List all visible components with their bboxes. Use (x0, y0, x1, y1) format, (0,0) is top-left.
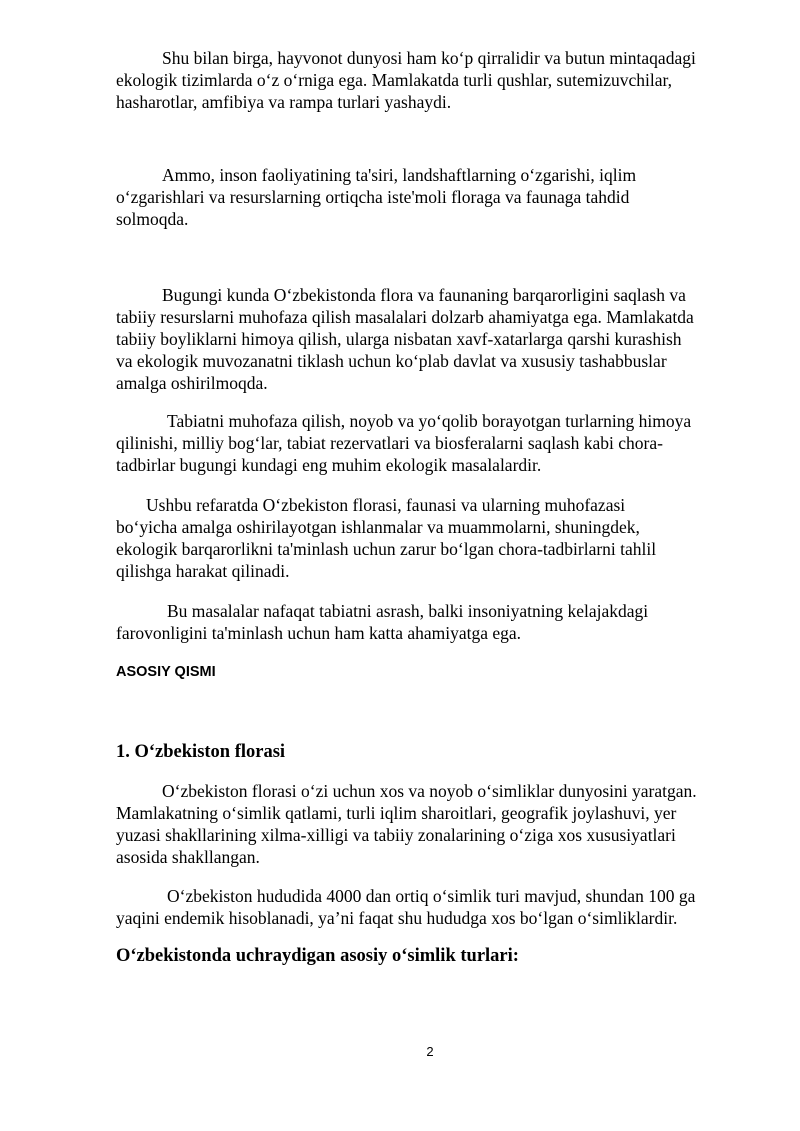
paragraph-line: Mamlakatning o‘simlik qatlami, turli iqlim sharoitlari, geografik joylashuvi, yer (116, 803, 677, 823)
paragraph-line: hasharotlar, amfibiya va rampa turlari yashaydi. (116, 92, 452, 112)
paragraph-line: o‘zgarishlari va resurslarning ortiqcha iste'moli floraga va faunaga tahdid (116, 187, 630, 207)
paragraph-line: yuzasi shakllarining xilma-xilligi va tabiiy zonalarining o‘ziga xos xususiyatlari (116, 825, 676, 845)
paragraph-line: yaqini endemik hisoblanadi, ya’ni faqat shu hududga xos bo‘lgan o‘simliklardir. (116, 908, 678, 928)
paragraph-line: Ushbu refaratda O‘zbekiston florasi, faunasi va ularning muhofazasi (146, 495, 626, 515)
paragraph-human-impact (116, 164, 740, 230)
paragraph-line: solmoqda. (116, 209, 189, 229)
paragraph-today (116, 284, 740, 394)
page-number: 2 (426, 1044, 434, 1059)
paragraph-line: Ammo, inson faoliyatining ta'siri, landshaftlarning o‘zgarishi, iqlim (162, 165, 637, 185)
paragraph-line: va ekologik muvozanatni tiklash uchun ko‘plab davlat va xususiy tashabbuslar (116, 351, 667, 371)
section-label-main-part: ASOSIY QISMI (116, 664, 216, 680)
paragraph-flora-intro (116, 780, 740, 868)
paragraph-protection (116, 410, 740, 476)
paragraph-line: O‘zbekiston hududida 4000 dan ortiq o‘simlik turi mavjud, shundan 100 ga (167, 886, 696, 906)
paragraph-line: asosida shakllangan. (116, 847, 260, 867)
paragraph-line: ekologik tizimlarda o‘z o‘rniga ega. Mamlakatda turli qushlar, sutemizuvchilar, (116, 70, 672, 90)
paragraph-line: Shu bilan birga, hayvonot dunyosi ham ko‘p qirralidir va butun mintaqadagi (162, 48, 696, 68)
heading-flora: 1. O‘zbekiston florasi (116, 742, 286, 762)
paragraph-line: bo‘yicha amalga oshirilayotgan ishlanmalar va muammolarni, shuningdek, (116, 517, 640, 537)
paragraph-line: tadbirlar bugungi kundagi eng muhim ekologik masalalardir. (116, 455, 542, 475)
paragraph-line: amalga oshirilmoqda. (116, 373, 268, 393)
paragraph-line: Bugungi kunda O‘zbekistonda flora va faunaning barqarorligini saqlash va (162, 285, 686, 305)
paragraph-importance (116, 600, 740, 644)
paragraph-line: Bu masalalar nafaqat tabiatni asrash, balki insoniyatning kelajakdagi (167, 601, 649, 621)
paragraph-line: Tabiatni muhofaza qilish, noyob va yo‘qolib borayotgan turlarning himoya (167, 411, 692, 431)
paragraph-line: qilinishi, milliy bog‘lar, tabiat rezervatlari va biosferalarni saqlash kabi chora- (116, 433, 663, 453)
paragraph-line: O‘zbekiston florasi o‘zi uchun xos va noyob o‘simliklar dunyosini yaratgan. (162, 781, 697, 801)
heading-plant-types: O‘zbekistonda uchraydigan asosiy o‘simlik turlari: (116, 946, 519, 966)
paragraph-line: tabiiy boyliklarni himoya qilish, ularga nisbatan xavf-xatarlarga qarshi kurashish (116, 329, 682, 349)
paragraph-report-aim (116, 494, 740, 582)
paragraph-fauna-intro (116, 47, 740, 113)
paragraph-line: ekologik barqarorlikni ta'minlash uchun zarur bo‘lgan chora-tadbirlarni tahlil (116, 539, 657, 559)
paragraph-flora-species (116, 885, 740, 929)
paragraph-line: tabiiy resurslarni muhofaza qilish masalalari dolzarb ahamiyatga ega. Mamlakatda (116, 307, 694, 327)
paragraph-line: qilishga harakat qilinadi. (116, 561, 290, 581)
paragraph-line: farovonligini ta'minlash uchun ham katta ahamiyatga ega. (116, 623, 522, 643)
